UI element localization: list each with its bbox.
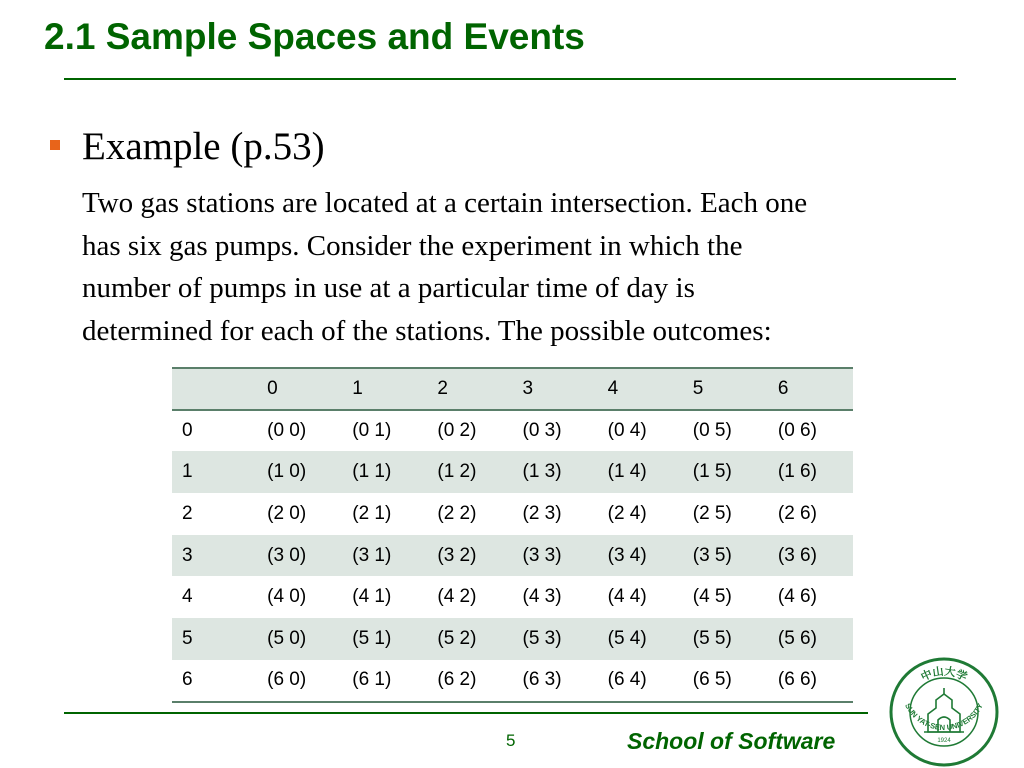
outcome-cell: (6 6)	[768, 660, 853, 702]
outcome-cell: (2 0)	[267, 502, 307, 524]
outcome-cell: (3 2)	[437, 544, 477, 566]
row-label-cell: 2	[182, 502, 193, 524]
table-header-cell: 5	[683, 368, 768, 410]
table-header-row	[172, 368, 853, 410]
row-label-cell: 1	[182, 461, 193, 483]
outcome-cell: (2 6)	[777, 502, 817, 524]
row-label-cell: 6	[172, 660, 257, 702]
outcome-cell: (1 1)	[352, 461, 392, 483]
outcome-cell: (6 0)	[257, 660, 342, 702]
outcome-cell: (5 0)	[267, 627, 307, 649]
outcome-cell: (4 2)	[437, 586, 477, 608]
outcome-cell: (3 1)	[352, 544, 392, 566]
outcome-cell: (0 4)	[607, 420, 647, 442]
table-row	[172, 576, 853, 618]
outcome-cell: (6 1)	[342, 660, 427, 702]
outcome-cell: (5 2)	[437, 627, 477, 649]
title-divider	[64, 78, 956, 80]
outcome-cell: (1 2)	[437, 461, 477, 483]
outcome-cell: (4 1)	[352, 586, 392, 608]
outcome-cell: (2 5)	[692, 502, 732, 524]
outcome-cell: (1 6)	[777, 461, 817, 483]
outcome-cell: (5 6)	[777, 627, 817, 649]
footer-school-name: School of Software	[627, 728, 836, 754]
outcome-cell: (3 4)	[607, 544, 647, 566]
outcome-cell: (3 3)	[522, 544, 562, 566]
outcome-cell: (5 3)	[522, 627, 562, 649]
svg-text:1924: 1924	[937, 738, 951, 744]
outcome-cell: (0 1)	[352, 420, 392, 442]
outcome-cell: (2 4)	[607, 502, 647, 524]
outcome-cell: (2 1)	[352, 502, 392, 524]
outcome-cell: (4 6)	[777, 586, 817, 608]
row-label-cell: 5	[182, 627, 193, 649]
outcome-cell: (0 3)	[522, 420, 562, 442]
outcome-cell: (6 5)	[683, 660, 768, 702]
outcome-cell: (3 5)	[692, 544, 732, 566]
outcome-cell: (0 0)	[267, 420, 307, 442]
outcome-cell: (5 4)	[607, 627, 647, 649]
outcomes-table	[172, 367, 853, 703]
table-row	[172, 493, 853, 535]
table-header-cell: 0	[257, 368, 342, 410]
table-row	[172, 618, 853, 660]
example-heading: Example (p.53)	[82, 125, 325, 168]
outcome-cell: (4 4)	[607, 586, 647, 608]
outcome-cell: (1 5)	[692, 461, 732, 483]
outcome-cell: (5 5)	[692, 627, 732, 649]
row-label-cell: 3	[182, 544, 193, 566]
outcome-cell: (3 0)	[267, 544, 307, 566]
outcome-cell: (0 2)	[437, 420, 477, 442]
outcome-cell: (1 0)	[267, 461, 307, 483]
outcome-cell: (2 2)	[437, 502, 477, 524]
table-header-cell: 3	[513, 368, 598, 410]
outcome-cell: (1 3)	[522, 461, 562, 483]
paragraph-line: has six gas pumps. Consider the experiment in which the	[82, 229, 743, 262]
table-header-cell: 4	[598, 368, 683, 410]
outcome-cell: (4 5)	[692, 586, 732, 608]
table-row	[172, 660, 853, 702]
outcome-cell: (4 0)	[267, 586, 307, 608]
outcome-cell: (4 3)	[522, 586, 562, 608]
svg-text:SUN YAT-SEN UNIVERSITY: SUN YAT-SEN UNIVERSITY	[903, 701, 985, 733]
footer-divider	[64, 712, 868, 714]
slide-title: 2.1 Sample Spaces and Events	[44, 16, 585, 57]
table-row	[172, 535, 853, 577]
outcome-cell: (1 4)	[607, 461, 647, 483]
outcome-cell: (6 2)	[427, 660, 512, 702]
outcome-cell: (0 5)	[692, 420, 732, 442]
table-header-cell: 2	[427, 368, 512, 410]
paragraph-line: determined for each of the stations. The possible outcomes:	[82, 314, 772, 347]
table-body	[172, 410, 853, 702]
table-header-cell	[172, 368, 257, 410]
row-label-cell: 4	[182, 586, 193, 608]
page-number: 5	[506, 731, 516, 750]
row-label-cell: 0	[182, 420, 193, 442]
table-header-cell: 1	[342, 368, 427, 410]
outcome-cell: (2 3)	[522, 502, 562, 524]
table-row	[172, 410, 853, 452]
outcome-cell: (0 6)	[777, 420, 817, 442]
example-paragraph	[82, 182, 807, 352]
outcome-cell: (6 3)	[513, 660, 598, 702]
paragraph-line: number of pumps in use at a particular time of day is	[82, 272, 695, 304]
university-seal-icon	[888, 656, 1000, 768]
table-row	[172, 451, 853, 493]
paragraph-line: Two gas stations are located at a certain intersection. Each one	[82, 187, 808, 219]
outcome-cell: (5 1)	[352, 627, 392, 649]
outcome-cell: (6 4)	[598, 660, 683, 702]
table-header-cell: 6	[768, 368, 853, 410]
outcome-cell: (3 6)	[777, 544, 817, 566]
svg-text:中山大学: 中山大学	[918, 664, 970, 684]
square-bullet-icon	[50, 140, 60, 150]
